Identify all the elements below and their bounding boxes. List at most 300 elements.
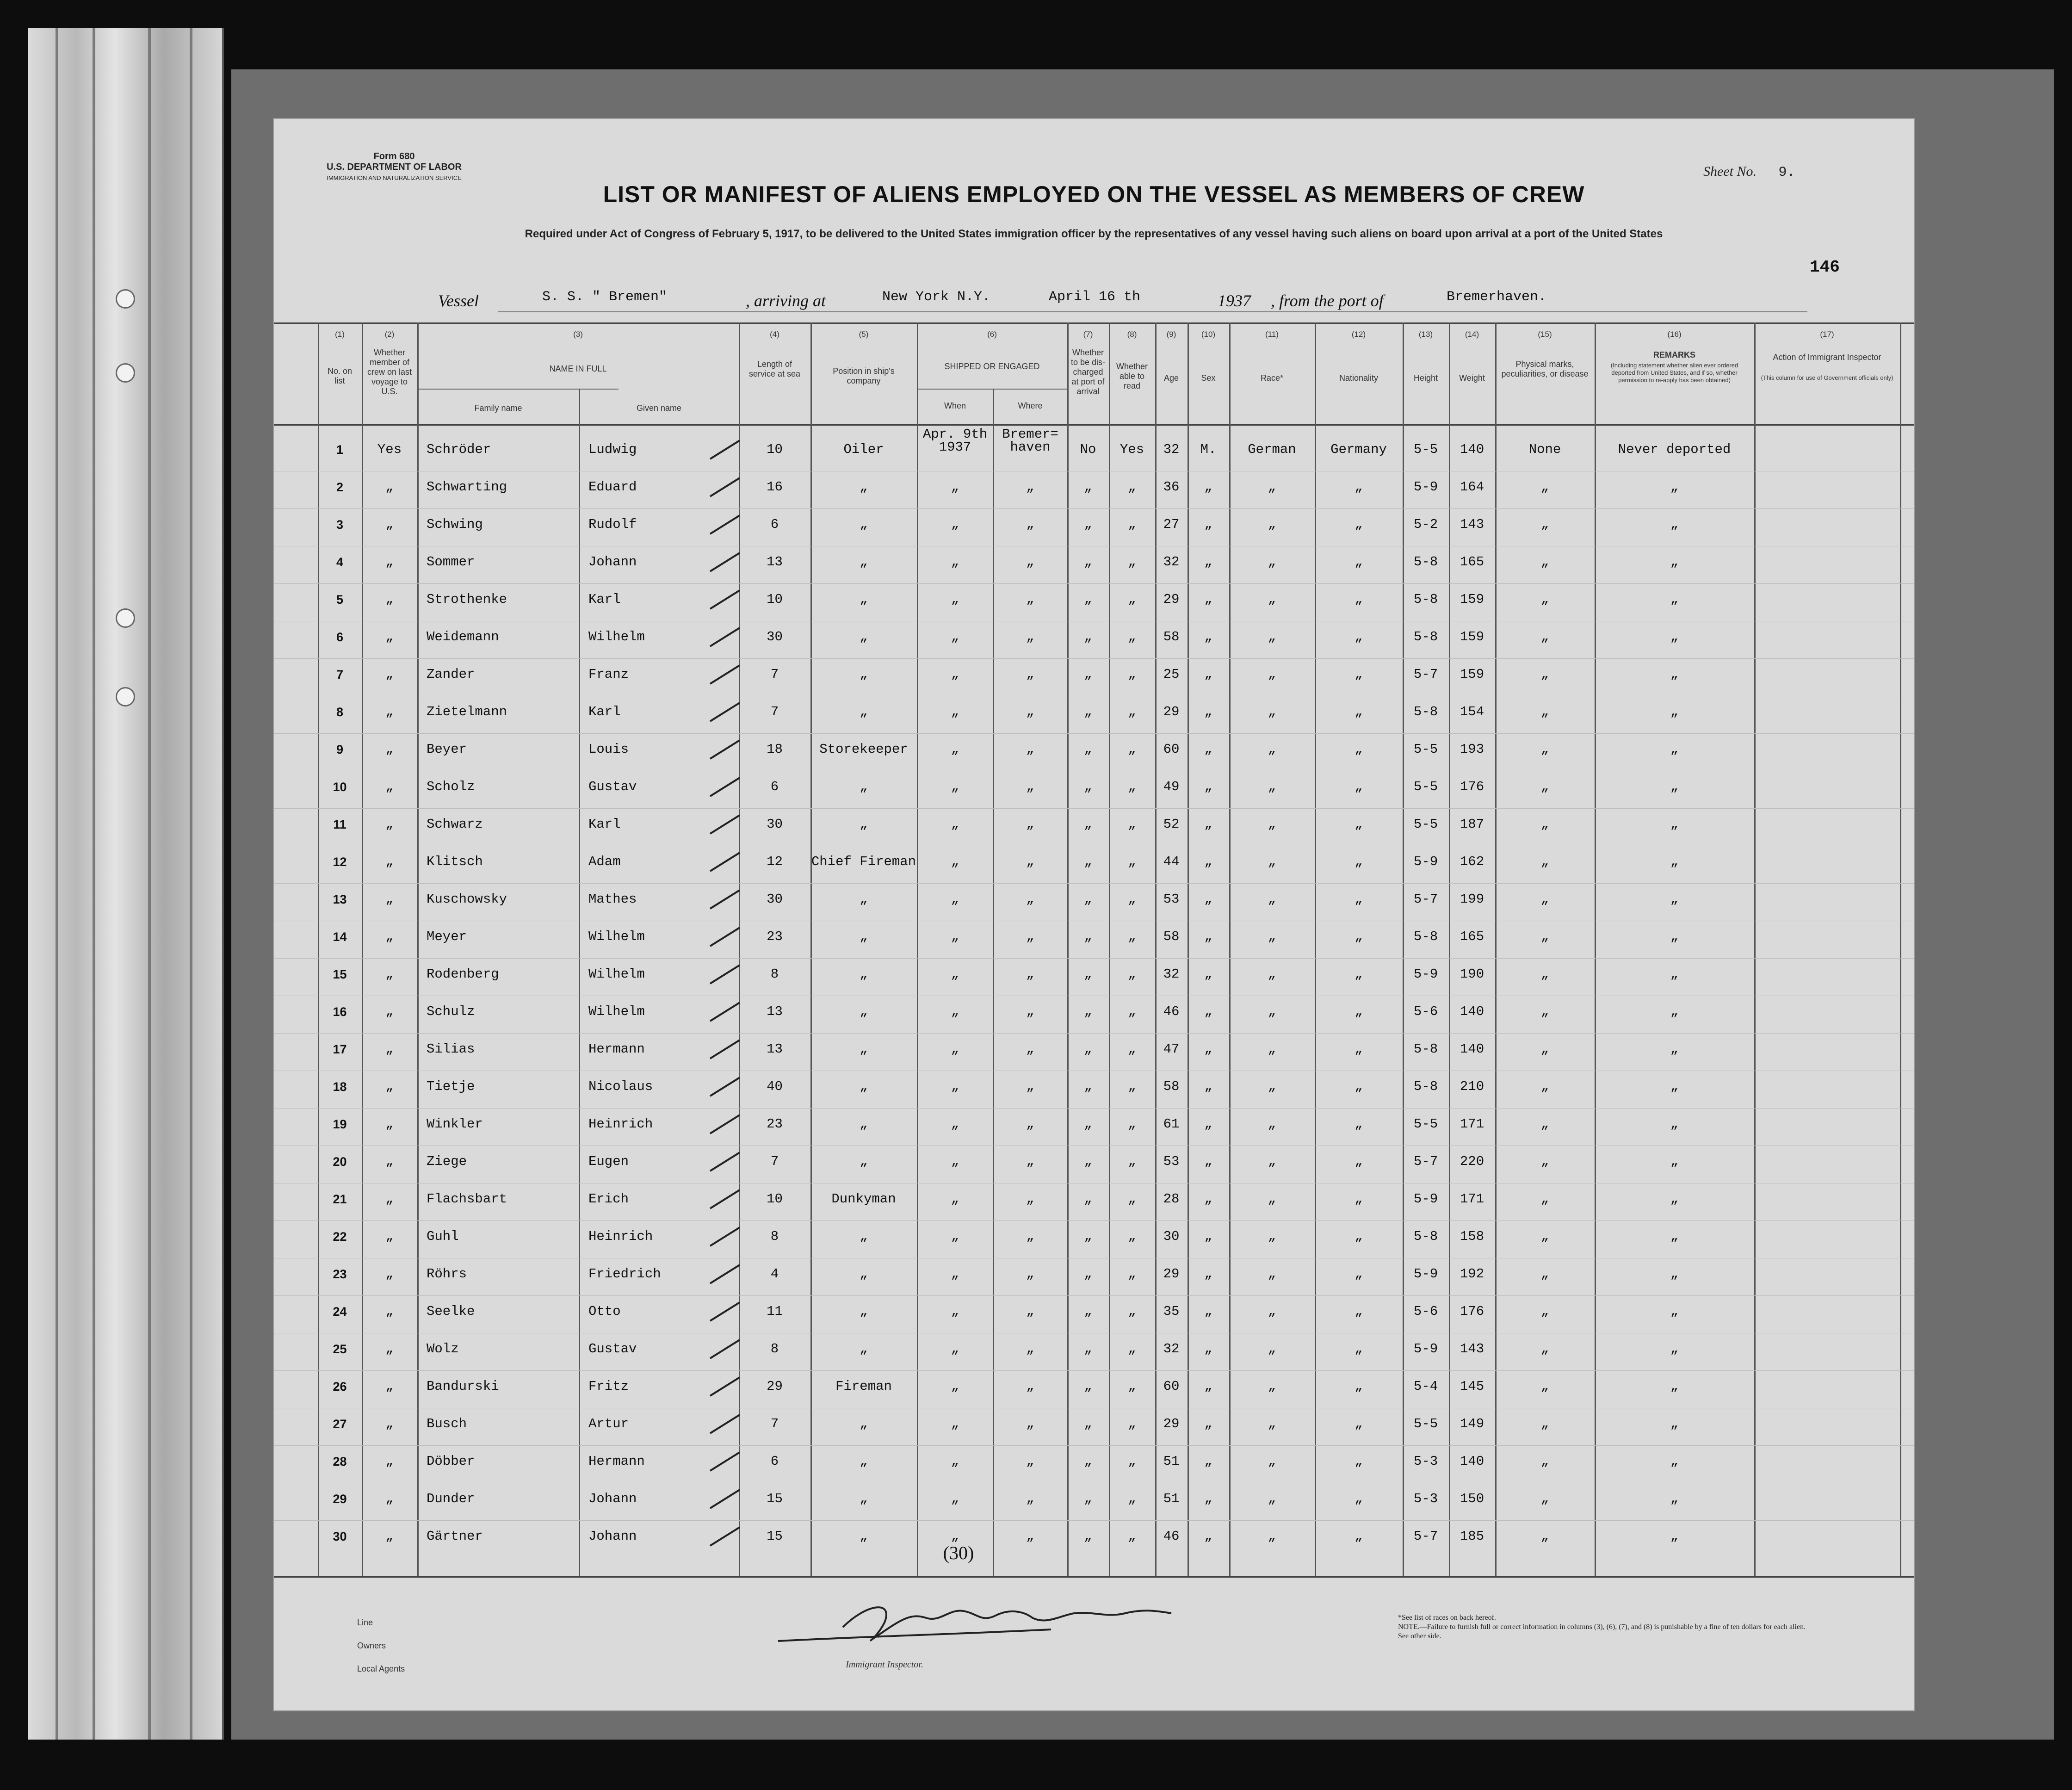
nationality-cell: „ [1355, 554, 1363, 570]
age-cell: 58 [1163, 1079, 1180, 1094]
last-voyage-cell: „ [385, 1491, 394, 1506]
remarks-cell: „ [1670, 1004, 1679, 1019]
when-cell: Apr. 9th 1937 [922, 427, 988, 455]
height-cell: 5-8 [1413, 1041, 1438, 1057]
check-tick [706, 698, 743, 726]
remarks-cell: „ [1670, 1341, 1679, 1356]
remarks-cell: „ [1670, 629, 1679, 644]
header-where: Where [1018, 401, 1043, 410]
position-cell: „ [860, 704, 868, 719]
when-cell: „ [951, 1491, 959, 1506]
where-cell: „ [1026, 1004, 1034, 1019]
header-remarks-note: (Including statement whether alien ever ordered deported from United States, and if so, whether permission to re-apply has been obtained) [1610, 362, 1738, 384]
where-cell: „ [1026, 1341, 1034, 1356]
header-name-in-full: NAME IN FULL [549, 364, 607, 373]
read-cell: „ [1128, 667, 1136, 682]
remarks-cell: „ [1670, 667, 1679, 682]
sex-cell: „ [1204, 517, 1212, 532]
check-tick [706, 1373, 743, 1400]
read-cell: „ [1128, 779, 1136, 794]
weight-cell: 150 [1460, 1491, 1484, 1506]
age-cell: 32 [1163, 554, 1180, 570]
check-tick [706, 1110, 743, 1138]
nationality-cell: „ [1355, 1229, 1363, 1244]
weight-cell: 158 [1460, 1229, 1484, 1244]
given-name-cell: Wilhelm [588, 629, 645, 644]
form-identifier [311, 151, 477, 183]
owners-label: Owners [357, 1641, 386, 1650]
read-cell: „ [1128, 1266, 1136, 1282]
weight-cell: 140 [1460, 1004, 1484, 1019]
sex-cell: „ [1204, 1229, 1212, 1244]
length-service-cell: 7 [770, 704, 779, 719]
header-read: Whether able to read [1116, 362, 1148, 390]
last-voyage-cell: „ [385, 667, 394, 682]
col-number: (8) [1127, 330, 1137, 339]
age-cell: 60 [1163, 742, 1180, 757]
physical-cell: „ [1540, 1341, 1549, 1356]
height-cell: 5-5 [1413, 742, 1438, 757]
nationality-cell: „ [1355, 929, 1363, 944]
discharged-cell: „ [1084, 1004, 1092, 1019]
given-name-cell: Eugen [588, 1154, 629, 1169]
discharged-cell: „ [1084, 1341, 1092, 1356]
arriving-label: , arriving at [746, 291, 826, 310]
physical-cell: None [1528, 442, 1561, 457]
age-cell: 30 [1163, 1229, 1180, 1244]
sex-cell: „ [1204, 854, 1212, 869]
family-name-cell: Schwarting [427, 479, 507, 495]
physical-cell: „ [1540, 817, 1549, 832]
sex-cell: „ [1204, 1529, 1212, 1544]
read-cell: „ [1128, 704, 1136, 719]
last-voyage-cell: „ [385, 517, 394, 532]
row-number: 9 [336, 743, 344, 756]
header-action: Action of Immigrant Inspector [1773, 353, 1881, 362]
nationality-cell: „ [1355, 667, 1363, 682]
last-voyage-cell: „ [385, 1116, 394, 1132]
shipped-subrule [917, 389, 1067, 390]
family-name-cell: Röhrs [427, 1266, 467, 1282]
sex-cell: „ [1204, 629, 1212, 644]
family-name-cell: Döbber [427, 1454, 475, 1469]
family-name-cell: Sommer [427, 554, 475, 570]
row-number: 15 [333, 967, 347, 981]
check-tick [706, 998, 743, 1026]
given-name-cell: Nicolaus [588, 1079, 653, 1094]
vessel-name: S. S. " Bremen" [542, 289, 668, 305]
sex-cell: „ [1204, 1341, 1212, 1356]
age-cell: 36 [1163, 479, 1180, 495]
race-cell: German [1248, 442, 1296, 457]
col-number: (12) [1351, 330, 1366, 339]
position-cell: „ [860, 1004, 868, 1019]
age-cell: 53 [1163, 892, 1180, 907]
race-cell: „ [1268, 517, 1276, 532]
check-tick [706, 960, 743, 988]
when-cell: „ [951, 929, 959, 944]
check-tick [706, 1223, 743, 1251]
position-cell: „ [860, 817, 868, 832]
physical-cell: „ [1540, 592, 1549, 607]
length-service-cell: 11 [767, 1304, 783, 1319]
race-cell: „ [1268, 667, 1276, 682]
discharged-cell: „ [1084, 1079, 1092, 1094]
weight-cell: 159 [1460, 667, 1484, 682]
weight-cell: 171 [1460, 1116, 1484, 1132]
physical-cell: „ [1540, 929, 1549, 944]
given-name-cell: Rudolf [588, 517, 637, 532]
row-rule [274, 883, 1914, 884]
given-name-cell: Ludwig [588, 442, 637, 457]
age-cell: 27 [1163, 517, 1180, 532]
age-cell: 32 [1163, 442, 1180, 457]
race-cell: „ [1268, 966, 1276, 982]
discharged-cell: „ [1084, 892, 1092, 907]
race-cell: „ [1268, 592, 1276, 607]
age-cell: 61 [1163, 1116, 1180, 1132]
given-name-cell: Johann [588, 1529, 637, 1544]
when-cell: „ [951, 892, 959, 907]
last-voyage-cell: „ [385, 592, 394, 607]
last-voyage-cell: „ [385, 892, 394, 907]
weight-cell: 145 [1460, 1379, 1484, 1394]
check-tick [706, 1185, 743, 1213]
height-cell: 5-7 [1413, 892, 1438, 907]
arrival-date: April 16 th [1049, 289, 1141, 305]
punch-hole [116, 289, 135, 309]
nationality-cell: Germany [1330, 442, 1387, 457]
row-number: 12 [333, 855, 347, 869]
remarks-cell: „ [1670, 1229, 1679, 1244]
check-tick [706, 1485, 743, 1513]
read-cell: „ [1128, 1079, 1136, 1094]
discharged-cell: „ [1084, 592, 1092, 607]
length-service-cell: 8 [770, 1341, 779, 1356]
when-cell: „ [951, 1191, 959, 1207]
given-name-cell: Karl [588, 592, 621, 607]
when-cell: „ [951, 1154, 959, 1169]
sheet-value: 9. [1778, 165, 1795, 180]
nationality-cell: „ [1355, 479, 1363, 495]
sex-cell: „ [1204, 1154, 1212, 1169]
read-cell: „ [1128, 554, 1136, 570]
physical-cell: „ [1540, 1416, 1549, 1431]
read-cell: „ [1128, 1416, 1136, 1431]
physical-cell: „ [1540, 854, 1549, 869]
family-name-cell: Seelke [427, 1304, 475, 1319]
row-rule [274, 958, 1914, 959]
where-cell: „ [1026, 854, 1034, 869]
length-service-cell: 40 [767, 1079, 783, 1094]
physical-cell: „ [1540, 1229, 1549, 1244]
weight-cell: 171 [1460, 1191, 1484, 1207]
nationality-cell: „ [1355, 1116, 1363, 1132]
height-cell: 5-5 [1413, 1116, 1438, 1132]
family-name-cell: Weidemann [427, 629, 499, 644]
discharged-cell: „ [1084, 629, 1092, 644]
family-name-cell: Kuschowsky [427, 892, 507, 907]
row-number: 6 [336, 630, 344, 644]
nationality-cell: „ [1355, 1266, 1363, 1282]
row-number: 4 [336, 555, 344, 569]
remarks-cell: „ [1670, 1416, 1679, 1431]
check-tick [706, 1335, 743, 1363]
height-cell: 5-5 [1413, 1416, 1438, 1431]
length-service-cell: 6 [770, 517, 779, 532]
length-service-cell: 7 [770, 667, 779, 682]
race-cell: „ [1268, 1191, 1276, 1207]
physical-cell: „ [1540, 704, 1549, 719]
row-rule [274, 1445, 1914, 1446]
arrival-year: 1937 [1218, 291, 1251, 310]
header-position: Position in ship's company [833, 366, 895, 385]
header-race: Race* [1260, 373, 1284, 383]
row-rule [274, 1295, 1914, 1296]
row-rule [274, 1520, 1914, 1521]
row-number: 26 [333, 1380, 347, 1394]
race-cell: „ [1268, 854, 1276, 869]
header-bottom-rule [274, 424, 1914, 426]
family-name-cell: Zander [427, 667, 475, 682]
position-cell: „ [860, 1229, 868, 1244]
family-name-cell: Guhl [427, 1229, 459, 1244]
given-name-cell: Eduard [588, 479, 637, 495]
nationality-cell: „ [1355, 1454, 1363, 1469]
weight-cell: 143 [1460, 1341, 1484, 1356]
discharged-cell: No [1080, 442, 1096, 457]
sex-cell: „ [1204, 704, 1212, 719]
row-number: 22 [333, 1230, 347, 1244]
where-cell: „ [1026, 554, 1034, 570]
height-cell: 5-5 [1413, 442, 1438, 457]
family-name-cell: Busch [427, 1416, 467, 1431]
sex-cell: „ [1204, 742, 1212, 757]
col-number: (9) [1166, 330, 1176, 339]
race-cell: „ [1268, 629, 1276, 644]
height-cell: 5-4 [1413, 1379, 1438, 1394]
last-voyage-cell: „ [385, 854, 394, 869]
physical-cell: „ [1540, 892, 1549, 907]
when-cell: „ [951, 1416, 959, 1431]
nationality-cell: „ [1355, 966, 1363, 982]
weight-cell: 140 [1460, 442, 1484, 457]
header-member-last-voyage: Whether member of crew on last voyage to U.S. [367, 348, 412, 396]
age-cell: 47 [1163, 1041, 1180, 1057]
race-cell: „ [1268, 817, 1276, 832]
remarks-cell: „ [1670, 479, 1679, 495]
height-cell: 5-2 [1413, 517, 1438, 532]
total-count: (30) [943, 1542, 974, 1563]
sex-cell: „ [1204, 1304, 1212, 1319]
nationality-cell: „ [1355, 1191, 1363, 1207]
position-cell: Storekeeper [819, 742, 908, 757]
given-name-cell: Wilhelm [588, 929, 645, 944]
position-cell: „ [860, 1266, 868, 1282]
row-number: 27 [333, 1417, 347, 1431]
discharged-cell: „ [1084, 1041, 1092, 1057]
read-cell: „ [1128, 1341, 1136, 1356]
row-rule [274, 508, 1914, 509]
row-number: 21 [333, 1192, 347, 1206]
row-number: 25 [333, 1342, 347, 1356]
height-cell: 5-8 [1413, 629, 1438, 644]
read-cell: „ [1128, 1491, 1136, 1506]
weight-cell: 192 [1460, 1266, 1484, 1282]
sex-cell: „ [1204, 592, 1212, 607]
page-edge [190, 28, 192, 1740]
race-cell: „ [1268, 779, 1276, 794]
family-name-cell: Winkler [427, 1116, 483, 1132]
read-cell: „ [1128, 1191, 1136, 1207]
vessel-label: Vessel [438, 291, 479, 310]
voyage-rule [498, 311, 1807, 312]
family-name-cell: Strothenke [427, 592, 507, 607]
row-rule [274, 808, 1914, 809]
discharged-cell: „ [1084, 854, 1092, 869]
position-cell: Chief Fireman [811, 854, 916, 869]
remarks-cell: „ [1670, 1079, 1679, 1094]
header-discharged: Whether to be dis- charged at port of arrival [1070, 348, 1106, 396]
given-name-cell: Artur [588, 1416, 629, 1431]
where-cell: „ [1026, 1229, 1034, 1244]
position-cell: „ [860, 1304, 868, 1319]
age-cell: 29 [1163, 704, 1180, 719]
sex-cell: „ [1204, 1416, 1212, 1431]
check-tick [706, 1260, 743, 1288]
row-number: 10 [333, 780, 347, 794]
read-cell: Yes [1119, 442, 1144, 457]
remarks-cell: „ [1670, 854, 1679, 869]
where-cell: „ [1026, 1416, 1034, 1431]
race-cell: „ [1268, 1079, 1276, 1094]
remarks-cell: „ [1670, 1304, 1679, 1319]
last-voyage-cell: „ [385, 1341, 394, 1356]
physical-cell: „ [1540, 779, 1549, 794]
family-name-cell: Klitsch [427, 854, 483, 869]
given-name-cell: Hermann [588, 1454, 645, 1469]
length-service-cell: 7 [770, 1154, 779, 1169]
weight-cell: 140 [1460, 1041, 1484, 1057]
when-cell: „ [951, 1304, 959, 1319]
from-label: , from the port of [1271, 291, 1384, 310]
read-cell: „ [1128, 1041, 1136, 1057]
from-port: Bremerhaven. [1447, 289, 1547, 305]
position-cell: Oiler [843, 442, 884, 457]
inspector-signature [773, 1590, 1208, 1660]
age-cell: 58 [1163, 929, 1180, 944]
race-cell: „ [1268, 742, 1276, 757]
position-cell: „ [860, 554, 868, 570]
check-tick [706, 886, 743, 913]
race-cell: „ [1268, 1004, 1276, 1019]
nationality-cell: „ [1355, 629, 1363, 644]
position-cell: „ [860, 592, 868, 607]
nationality-cell: „ [1355, 1529, 1363, 1544]
position-cell: „ [860, 1341, 868, 1356]
family-name-cell: Schröder [427, 442, 491, 457]
family-name-cell: Schwarz [427, 817, 483, 832]
height-cell: 5-6 [1413, 1004, 1438, 1019]
header-no-on-list: No. on list [327, 366, 353, 385]
when-cell: „ [951, 592, 959, 607]
read-cell: „ [1128, 1116, 1136, 1132]
header-physical: Physical marks, peculiarities, or disease [1501, 359, 1589, 378]
last-voyage-cell: „ [385, 1191, 394, 1207]
position-cell: „ [860, 1454, 868, 1469]
given-name-cell: Karl [588, 704, 621, 719]
family-name-cell: Beyer [427, 742, 467, 757]
given-name-cell: Hermann [588, 1041, 645, 1057]
where-cell: „ [1026, 892, 1034, 907]
position-cell: „ [860, 1529, 868, 1544]
stamped-page-number: 146 [1810, 258, 1840, 277]
position-cell: „ [860, 1116, 868, 1132]
given-name-cell: Johann [588, 554, 637, 570]
physical-cell: „ [1540, 966, 1549, 982]
given-name-cell: Adam [588, 854, 621, 869]
length-service-cell: 15 [767, 1491, 783, 1506]
height-cell: 5-6 [1413, 1304, 1438, 1319]
check-tick [706, 586, 743, 613]
col-number: (3) [573, 330, 583, 339]
height-cell: 5-8 [1413, 592, 1438, 607]
nationality-cell: „ [1355, 854, 1363, 869]
discharged-cell: „ [1084, 517, 1092, 532]
length-service-cell: 29 [767, 1379, 783, 1394]
height-cell: 5-9 [1413, 1266, 1438, 1282]
row-number: 3 [336, 518, 344, 532]
where-cell: „ [1026, 1079, 1034, 1094]
remarks-cell: „ [1670, 554, 1679, 570]
check-tick [706, 1523, 743, 1550]
length-service-cell: 10 [767, 592, 783, 607]
race-cell: „ [1268, 1116, 1276, 1132]
read-cell: „ [1128, 629, 1136, 644]
check-tick [706, 1073, 743, 1101]
row-number: 29 [333, 1492, 347, 1506]
row-number: 18 [333, 1080, 347, 1094]
remarks-cell: „ [1670, 1454, 1679, 1469]
height-cell: 5-7 [1413, 667, 1438, 682]
position-cell: Fireman [835, 1379, 892, 1394]
remarks-cell: „ [1670, 1154, 1679, 1169]
remarks-cell: „ [1670, 892, 1679, 907]
height-cell: 5-8 [1413, 929, 1438, 944]
remarks-cell: „ [1670, 517, 1679, 532]
position-cell: Dunkyman [831, 1191, 896, 1207]
discharged-cell: „ [1084, 554, 1092, 570]
sex-cell: „ [1204, 667, 1212, 682]
sex-cell: „ [1204, 1191, 1212, 1207]
family-name-cell: Schwing [427, 517, 483, 532]
read-cell: „ [1128, 817, 1136, 832]
last-voyage-cell: „ [385, 1529, 394, 1544]
weight-cell: 164 [1460, 479, 1484, 495]
physical-cell: „ [1540, 1491, 1549, 1506]
where-cell: „ [1026, 1454, 1034, 1469]
sex-cell: „ [1204, 1454, 1212, 1469]
check-tick [706, 811, 743, 838]
when-cell: „ [951, 704, 959, 719]
when-cell: „ [951, 629, 959, 644]
sex-cell: „ [1204, 817, 1212, 832]
when-cell: „ [951, 966, 959, 982]
col-number: (2) [384, 330, 395, 339]
length-service-cell: 6 [770, 779, 779, 794]
when-cell: „ [951, 817, 959, 832]
where-cell: „ [1026, 779, 1034, 794]
